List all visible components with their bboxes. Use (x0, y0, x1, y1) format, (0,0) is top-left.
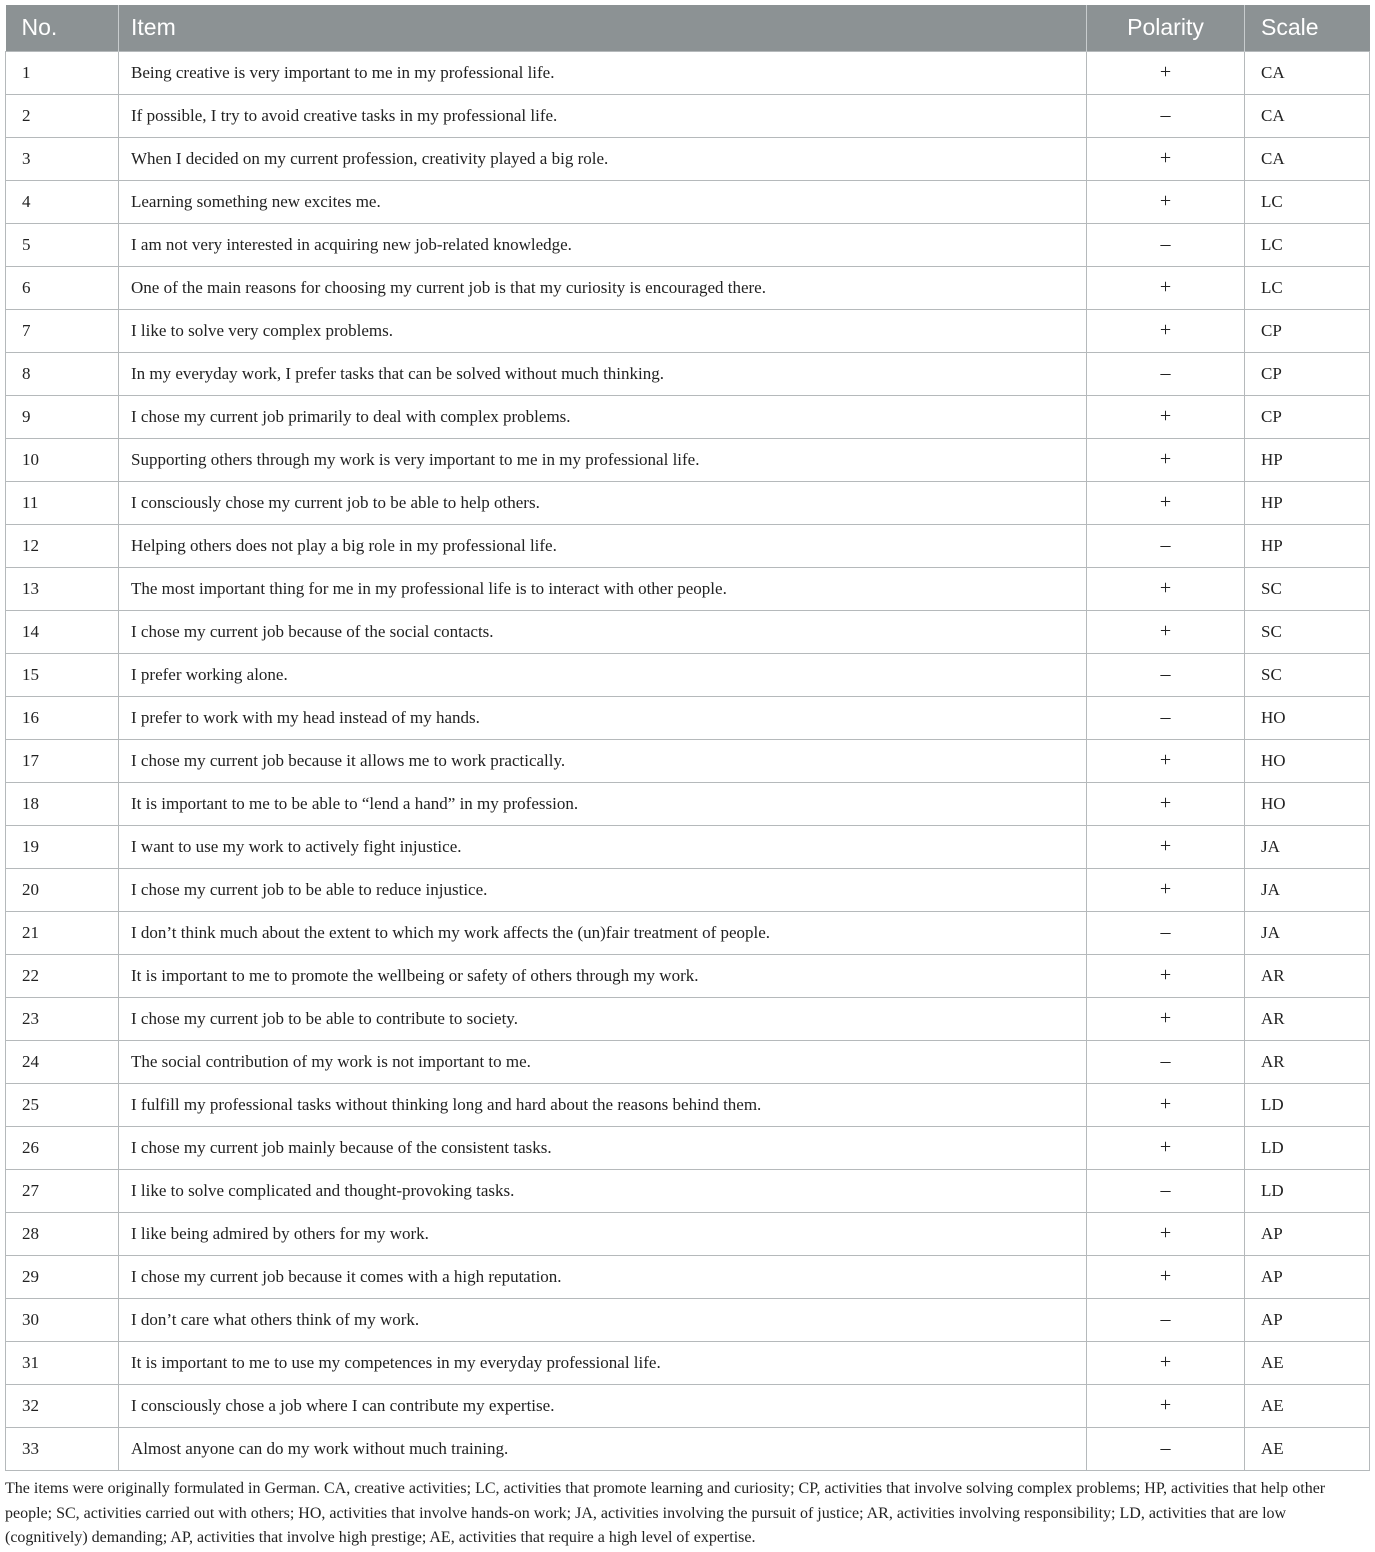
cell-polarity: + (1087, 309, 1245, 352)
cell-item: If possible, I try to avoid creative tasks in my professional life. (119, 94, 1087, 137)
cell-no: 10 (6, 438, 119, 481)
cell-polarity: + (1087, 1083, 1245, 1126)
cell-scale: AP (1245, 1212, 1370, 1255)
cell-item: I fulfill my professional tasks without thinking long and hard about the reasons behind them. (119, 1083, 1087, 1126)
cell-no: 17 (6, 739, 119, 782)
cell-polarity: + (1087, 997, 1245, 1040)
cell-item: It is important to me to use my competences in my everyday professional life. (119, 1341, 1087, 1384)
cell-polarity: + (1087, 1255, 1245, 1298)
cell-scale: HP (1245, 524, 1370, 567)
cell-polarity: – (1087, 524, 1245, 567)
column-header-item: Item (119, 5, 1087, 51)
cell-polarity: – (1087, 1040, 1245, 1083)
table-row (6, 51, 1370, 94)
cell-no: 26 (6, 1126, 119, 1169)
cell-no: 6 (6, 266, 119, 309)
cell-no: 28 (6, 1212, 119, 1255)
cell-polarity: + (1087, 51, 1245, 94)
table-row (6, 610, 1370, 653)
cell-item: I don’t care what others think of my work. (119, 1298, 1087, 1341)
cell-no: 13 (6, 567, 119, 610)
table-row (6, 1212, 1370, 1255)
cell-item: I like to solve complicated and thought-provoking tasks. (119, 1169, 1087, 1212)
cell-no: 27 (6, 1169, 119, 1212)
cell-item: I chose my current job because it comes with a high reputation. (119, 1255, 1087, 1298)
cell-scale: AP (1245, 1255, 1370, 1298)
cell-no: 24 (6, 1040, 119, 1083)
cell-item: I consciously chose my current job to be able to help others. (119, 481, 1087, 524)
cell-scale: LC (1245, 266, 1370, 309)
cell-item: The most important thing for me in my professional life is to interact with other people. (119, 567, 1087, 610)
table-row (6, 739, 1370, 782)
cell-no: 9 (6, 395, 119, 438)
table-row (6, 782, 1370, 825)
cell-scale: CP (1245, 352, 1370, 395)
table-row (6, 1083, 1370, 1126)
table-row (6, 1384, 1370, 1427)
cell-scale: LD (1245, 1083, 1370, 1126)
cell-polarity: + (1087, 954, 1245, 997)
cell-scale: CP (1245, 309, 1370, 352)
cell-no: 33 (6, 1427, 119, 1470)
cell-item: In my everyday work, I prefer tasks that can be solved without much thinking. (119, 352, 1087, 395)
table-header-row (6, 5, 1370, 51)
column-header-no: No. (6, 5, 119, 51)
table-row (6, 352, 1370, 395)
cell-item: Supporting others through my work is very important to me in my professional life. (119, 438, 1087, 481)
table-row (6, 825, 1370, 868)
cell-scale: AR (1245, 954, 1370, 997)
cell-no: 15 (6, 653, 119, 696)
cell-polarity: + (1087, 610, 1245, 653)
cell-item: Being creative is very important to me in my professional life. (119, 51, 1087, 94)
cell-polarity: + (1087, 782, 1245, 825)
cell-scale: CP (1245, 395, 1370, 438)
cell-scale: AE (1245, 1384, 1370, 1427)
cell-polarity: – (1087, 352, 1245, 395)
cell-scale: CA (1245, 137, 1370, 180)
cell-polarity: – (1087, 653, 1245, 696)
cell-item: It is important to me to be able to “lend a hand” in my profession. (119, 782, 1087, 825)
table-row (6, 868, 1370, 911)
cell-polarity: + (1087, 1341, 1245, 1384)
table-row (6, 1298, 1370, 1341)
cell-item: The social contribution of my work is not important to me. (119, 1040, 1087, 1083)
cell-polarity: – (1087, 223, 1245, 266)
cell-no: 21 (6, 911, 119, 954)
cell-no: 8 (6, 352, 119, 395)
cell-item: When I decided on my current profession, creativity played a big role. (119, 137, 1087, 180)
cell-polarity: + (1087, 266, 1245, 309)
cell-item: Helping others does not play a big role in my professional life. (119, 524, 1087, 567)
cell-no: 32 (6, 1384, 119, 1427)
cell-no: 1 (6, 51, 119, 94)
cell-item: I like being admired by others for my work. (119, 1212, 1087, 1255)
cell-scale: AP (1245, 1298, 1370, 1341)
cell-no: 7 (6, 309, 119, 352)
cell-no: 4 (6, 180, 119, 223)
cell-scale: AR (1245, 997, 1370, 1040)
cell-item: I consciously chose a job where I can contribute my expertise. (119, 1384, 1087, 1427)
cell-scale: LD (1245, 1169, 1370, 1212)
cell-scale: SC (1245, 610, 1370, 653)
cell-scale: HO (1245, 696, 1370, 739)
cell-no: 19 (6, 825, 119, 868)
cell-scale: JA (1245, 911, 1370, 954)
table-body (6, 51, 1370, 1470)
table-row (6, 137, 1370, 180)
cell-scale: CA (1245, 51, 1370, 94)
cell-no: 11 (6, 481, 119, 524)
items-table-container (5, 5, 1369, 1471)
cell-polarity: – (1087, 1298, 1245, 1341)
table-row (6, 1040, 1370, 1083)
cell-scale: LC (1245, 180, 1370, 223)
cell-item: I prefer working alone. (119, 653, 1087, 696)
cell-polarity: + (1087, 481, 1245, 524)
cell-scale: HO (1245, 782, 1370, 825)
cell-no: 16 (6, 696, 119, 739)
cell-scale: HO (1245, 739, 1370, 782)
cell-polarity: + (1087, 1126, 1245, 1169)
cell-polarity: – (1087, 94, 1245, 137)
items-table (5, 5, 1370, 1471)
table-row (6, 954, 1370, 997)
cell-scale: AE (1245, 1341, 1370, 1384)
cell-polarity: + (1087, 825, 1245, 868)
cell-polarity: + (1087, 395, 1245, 438)
cell-polarity: – (1087, 1427, 1245, 1470)
cell-no: 31 (6, 1341, 119, 1384)
cell-no: 22 (6, 954, 119, 997)
cell-item: I chose my current job because it allows me to work practically. (119, 739, 1087, 782)
column-header-polarity: Polarity (1087, 5, 1245, 51)
cell-scale: LD (1245, 1126, 1370, 1169)
table-row (6, 1169, 1370, 1212)
table-row (6, 997, 1370, 1040)
cell-scale: SC (1245, 567, 1370, 610)
table-row (6, 223, 1370, 266)
cell-polarity: + (1087, 1212, 1245, 1255)
cell-polarity: – (1087, 1169, 1245, 1212)
cell-item: I chose my current job to be able to contribute to society. (119, 997, 1087, 1040)
cell-item: I chose my current job to be able to reduce injustice. (119, 868, 1087, 911)
cell-scale: JA (1245, 868, 1370, 911)
cell-scale: AR (1245, 1040, 1370, 1083)
cell-no: 25 (6, 1083, 119, 1126)
table-row (6, 309, 1370, 352)
table-row (6, 911, 1370, 954)
table-row (6, 438, 1370, 481)
cell-no: 5 (6, 223, 119, 266)
cell-item: I chose my current job primarily to deal with complex problems. (119, 395, 1087, 438)
cell-no: 2 (6, 94, 119, 137)
table-row (6, 94, 1370, 137)
cell-item: I chose my current job mainly because of the consistent tasks. (119, 1126, 1087, 1169)
cell-scale: JA (1245, 825, 1370, 868)
cell-item: I prefer to work with my head instead of my hands. (119, 696, 1087, 739)
cell-polarity: – (1087, 911, 1245, 954)
table-footnote: The items were originally formulated in German. CA, creative activities; LC, activities that promote learning and curiosity; CP, activities that involve solving complex problems; HP, activities that help other people; SC, activities carried out with others; HO, activities that involve hands-on work; JA, activities involving the pursuit of justice; AR, activities involving responsibility; LD, activities that are low (cognitively) demanding; AP, activities that involve high prestige; AE, activities that require a high level of expertise. (5, 1480, 1326, 1546)
cell-item: I chose my current job because of the social contacts. (119, 610, 1087, 653)
cell-no: 20 (6, 868, 119, 911)
cell-polarity: – (1087, 696, 1245, 739)
cell-item: I like to solve very complex problems. (119, 309, 1087, 352)
cell-no: 29 (6, 1255, 119, 1298)
cell-scale: HP (1245, 438, 1370, 481)
table-row (6, 1255, 1370, 1298)
cell-item: I am not very interested in acquiring new job-related knowledge. (119, 223, 1087, 266)
table-row (6, 1126, 1370, 1169)
cell-polarity: + (1087, 739, 1245, 782)
column-header-scale: Scale (1245, 5, 1370, 51)
cell-scale: HP (1245, 481, 1370, 524)
table-row (6, 395, 1370, 438)
table-row (6, 180, 1370, 223)
cell-scale: CA (1245, 94, 1370, 137)
cell-item: I want to use my work to actively fight injustice. (119, 825, 1087, 868)
table-row (6, 696, 1370, 739)
cell-item: It is important to me to promote the wellbeing or safety of others through my work. (119, 954, 1087, 997)
cell-no: 12 (6, 524, 119, 567)
cell-scale: AE (1245, 1427, 1370, 1470)
cell-no: 14 (6, 610, 119, 653)
cell-item: Almost anyone can do my work without much training. (119, 1427, 1087, 1470)
cell-no: 3 (6, 137, 119, 180)
cell-polarity: + (1087, 567, 1245, 610)
cell-no: 18 (6, 782, 119, 825)
table-row (6, 653, 1370, 696)
cell-polarity: + (1087, 180, 1245, 223)
cell-item: Learning something new excites me. (119, 180, 1087, 223)
table-row (6, 266, 1370, 309)
table-row (6, 1427, 1370, 1470)
table-row (6, 481, 1370, 524)
cell-polarity: + (1087, 137, 1245, 180)
cell-no: 30 (6, 1298, 119, 1341)
cell-polarity: + (1087, 1384, 1245, 1427)
cell-scale: SC (1245, 653, 1370, 696)
cell-item: One of the main reasons for choosing my current job is that my curiosity is encouraged there. (119, 266, 1087, 309)
table-row (6, 567, 1370, 610)
cell-polarity: + (1087, 868, 1245, 911)
cell-no: 23 (6, 997, 119, 1040)
cell-polarity: + (1087, 438, 1245, 481)
table-row (6, 524, 1370, 567)
cell-scale: LC (1245, 223, 1370, 266)
table-row (6, 1341, 1370, 1384)
cell-item: I don’t think much about the extent to which my work affects the (un)fair treatment of people. (119, 911, 1087, 954)
